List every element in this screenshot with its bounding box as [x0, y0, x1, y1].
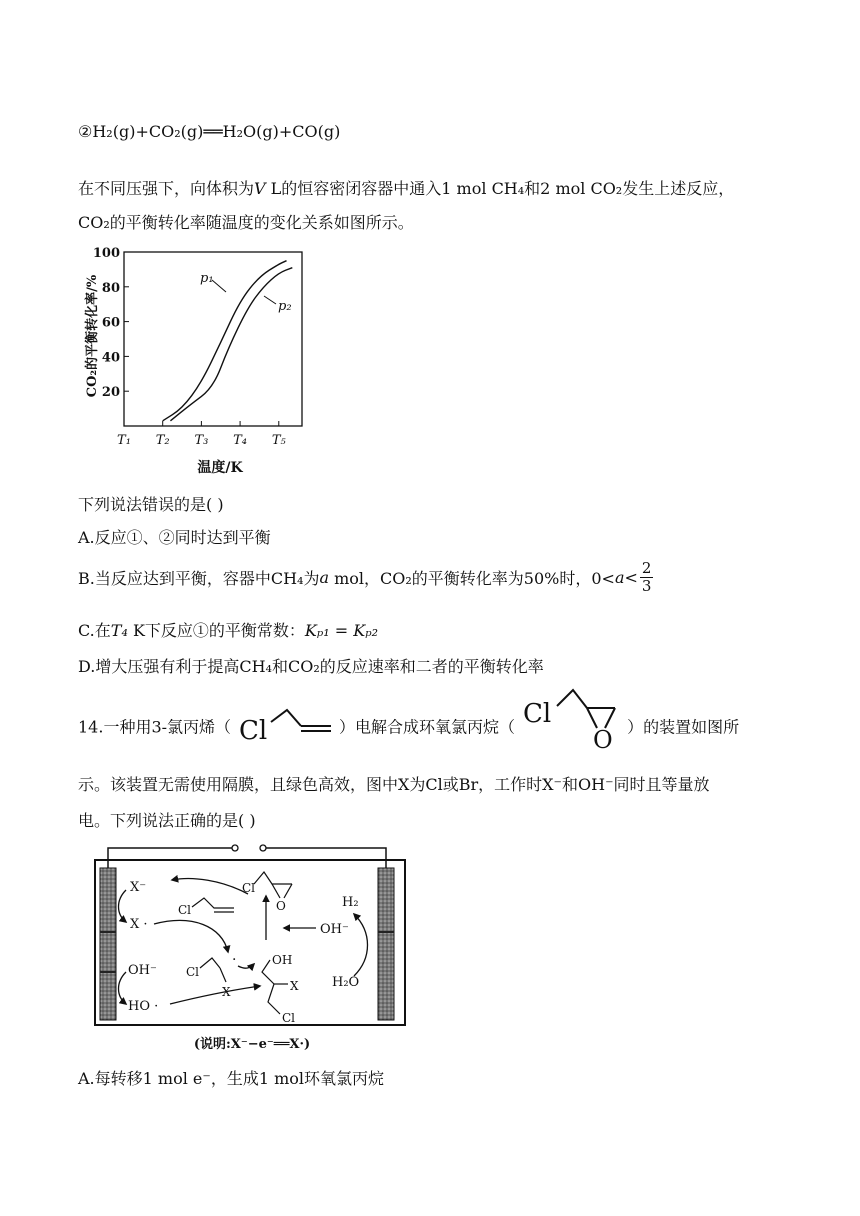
label-product-cl: Cl	[282, 1011, 296, 1025]
label-epoxide-o: O	[276, 899, 286, 913]
anode-electrode	[100, 868, 116, 1020]
diagram-caption: (说明:X⁻−e⁻══X·)	[193, 1037, 311, 1052]
q14-line-1	[78, 700, 739, 760]
right-wire	[266, 848, 386, 868]
terminal-left	[232, 845, 238, 851]
label-x-radical: X ·	[130, 917, 148, 932]
epichlorohydrin-structure	[521, 688, 621, 752]
label-radical-dot: ·	[232, 952, 237, 968]
reaction-2: ②H₂(g)+CO₂(g)══H₂O(g)+CO(g)	[78, 122, 341, 141]
label-product-oh: OH	[272, 953, 293, 967]
x-tick-label: T₁	[117, 433, 131, 448]
q13-c-kp1: Kₚ₁	[304, 621, 330, 640]
q14-text-1: 14.一种用3-氯丙烯（	[78, 717, 232, 737]
q14-option-a: A.每转移1 mol e⁻，生成1 mol环氧氯丙烷	[78, 1069, 385, 1088]
q13-b-text-2: mol，CO₂的平衡转化率为50%时，0<	[329, 569, 615, 588]
q14-text-2: ）电解合成环氧氯丙烷（	[339, 717, 516, 737]
arrow-to-top-left	[172, 879, 248, 894]
x-tick-label: T₃	[194, 433, 209, 448]
arrow-intermediate-to-product	[238, 964, 254, 968]
q13-option-c	[78, 618, 378, 641]
fraction-two-thirds	[640, 560, 654, 595]
arrow-ho-to-product	[170, 986, 260, 1004]
y-tick-label: 80	[101, 280, 120, 296]
label-h2: H₂	[342, 895, 359, 910]
label-ho-radical: HO ·	[128, 999, 159, 1014]
cathode-electrode	[378, 868, 394, 1020]
label-radical-cl: Cl	[186, 965, 200, 979]
x-tick-label: T₂	[155, 433, 170, 448]
intro-text-a: 在不同压强下，向体积为	[78, 179, 255, 198]
q13-c-kp2: Kₚ₂	[353, 621, 379, 640]
chart-ticks	[93, 246, 287, 448]
y-tick-label: 60	[101, 315, 120, 331]
label-oh-minus-left: OH⁻	[128, 963, 157, 978]
q14-line-3: 电。下列说法正确的是( )	[78, 811, 256, 830]
x-tick-label: T₄	[233, 433, 248, 448]
q14-line-2: 示。该装置无需使用隔膜，且绿色高效，图中X为Cl或Br，工作时X⁻和OH⁻同时且等量放	[78, 775, 710, 794]
label-h2o: H₂O	[332, 975, 360, 990]
q13-c-text-2: K下反应①的平衡常数：	[127, 621, 305, 640]
intro-text-b: L的恒容密闭容器中通入1 mol CH₄和2 mol CO₂发生上述反应，	[265, 179, 735, 198]
fraction-numerator: 2	[641, 559, 652, 577]
q13-option-a: A.反应①、②同时达到平衡	[78, 528, 271, 547]
arrow-x-radical-to-intermediate	[154, 920, 228, 952]
label-product-x: X	[290, 979, 299, 993]
q13-b-var: a	[319, 568, 330, 587]
allyl-chloride-structure	[237, 706, 333, 746]
epox-o-label: O	[593, 726, 613, 752]
intro-var-v: V	[254, 179, 266, 198]
q14-text-3: ）的装置如图所	[627, 717, 740, 737]
q13-c-text-1: C.在	[78, 621, 111, 640]
leader-p2	[264, 296, 276, 304]
series-label-p1: p₁	[200, 271, 214, 286]
series-line-1	[163, 261, 287, 421]
q13-c-eq: =	[329, 621, 354, 640]
chart-ylabel: CO₂的平衡转化率/%	[85, 274, 100, 398]
electrolysis-diagram	[92, 840, 412, 1058]
leader-p1	[212, 280, 226, 292]
epox-cl-label: Cl	[523, 699, 552, 729]
left-wire	[108, 848, 232, 868]
y-tick-label: 40	[101, 350, 120, 366]
arrow-x-minus-to-radical	[119, 890, 127, 922]
allyl-cl-label: Cl	[239, 716, 268, 746]
series-line-2	[170, 268, 292, 421]
q13-option-d: D.增大压强有利于提高CH₄和CO₂的反应速率和二者的平衡转化率	[78, 657, 544, 676]
conversion-chart	[78, 236, 318, 480]
fraction-denominator: 3	[641, 577, 652, 595]
q13-stem: 下列说法错误的是( )	[78, 495, 224, 514]
chart-xlabel: 温度/K	[197, 460, 243, 476]
q13-c-temp: T₄	[110, 621, 128, 640]
terminal-right	[260, 845, 266, 851]
series-label-p2: p₂	[278, 299, 292, 314]
q13-b-var-2: a	[614, 568, 625, 587]
q13-b-lt: <	[624, 568, 638, 587]
label-radical-x: X	[222, 985, 231, 999]
arrow-oh-to-radical	[119, 972, 127, 1004]
x-tick-label: T₅	[271, 433, 286, 448]
y-tick-label: 100	[92, 246, 120, 261]
q13-b-text-1: B.当反应达到平衡，容器中CH₄为	[78, 569, 320, 588]
y-tick-label: 20	[101, 385, 120, 401]
label-allyl-cl: Cl	[178, 903, 192, 917]
label-x-minus: X⁻	[130, 880, 147, 895]
label-oh-minus-right: OH⁻	[320, 922, 349, 937]
arrow-h2o-to-h2	[354, 914, 368, 976]
q13-option-b	[78, 560, 653, 595]
label-epoxide-cl: Cl	[242, 881, 256, 895]
intro-line-2: CO₂的平衡转化率随温度的变化关系如图所示。	[78, 213, 414, 232]
intro-line-1	[78, 176, 734, 199]
chart-series	[163, 261, 293, 421]
